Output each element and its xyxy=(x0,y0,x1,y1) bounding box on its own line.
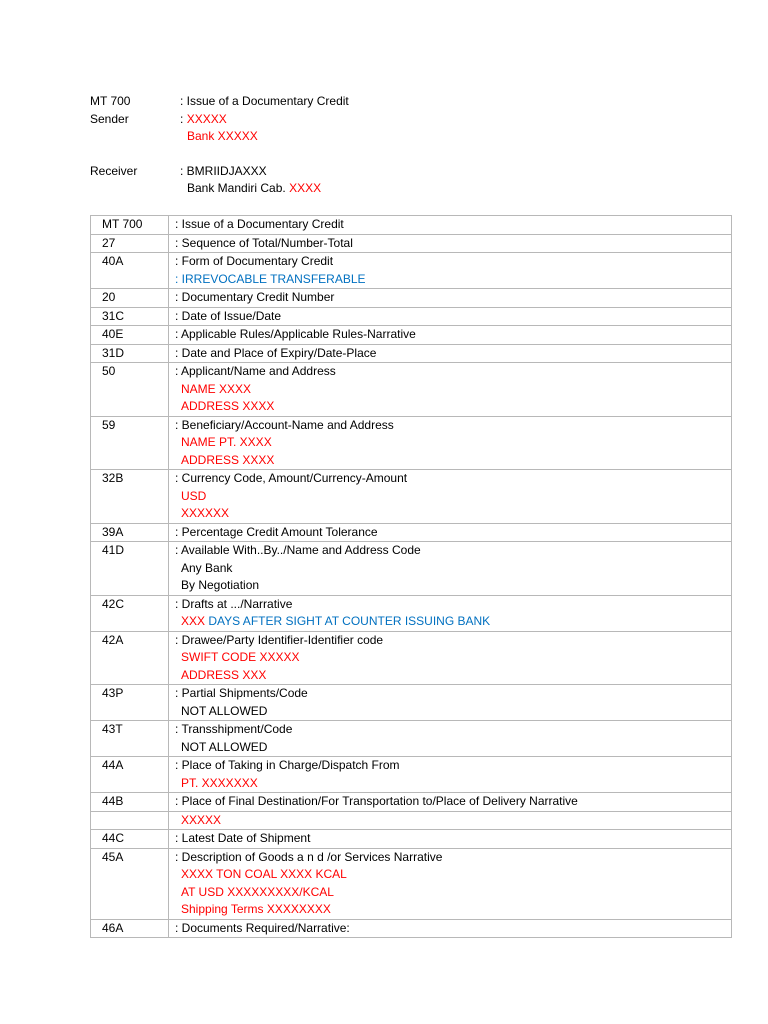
field-label: : Sequence of Total/Number-Total xyxy=(175,235,353,250)
field-content xyxy=(169,919,732,938)
field-tag: 44C xyxy=(91,830,169,849)
field-label: : Partial Shipments/Code xyxy=(175,686,308,700)
field-row xyxy=(91,631,732,685)
header-receiver-value: : BMRIIDJAXXX xyxy=(180,164,267,178)
field-label: : Documentary Credit Number xyxy=(175,290,335,304)
field-label: : Form of Documentary Credit xyxy=(175,254,334,268)
field-value-line: SWIFT CODE XXXXX xyxy=(181,650,300,664)
field-row xyxy=(91,595,732,631)
field-tag: 31D xyxy=(91,344,169,363)
field-tag: 42A xyxy=(91,631,169,685)
field-value-line: ADDRESS XXXX xyxy=(181,399,275,413)
header-receiver-bank xyxy=(187,180,321,197)
field-row xyxy=(91,542,732,596)
field-value-line: XXXXXX xyxy=(181,506,230,520)
field-content xyxy=(169,757,732,793)
field-content xyxy=(169,811,732,830)
field-value-line: ADDRESS XXX xyxy=(181,667,267,682)
field-row xyxy=(91,234,732,253)
field-tag: MT 700 xyxy=(91,216,169,235)
field-value-line: ADDRESS XXXX xyxy=(181,452,275,467)
field-value-line: AT USD XXXXXXXXX/KCAL xyxy=(181,884,334,899)
header-receiver-bank-prefix: Bank Mandiri Cab. xyxy=(187,181,286,195)
field-tag: 43T xyxy=(91,721,169,757)
field-tag: 59 xyxy=(91,416,169,470)
header-mt-label: MT 700 xyxy=(90,94,131,108)
field-value-line: PT. XXXXXXX xyxy=(181,775,258,790)
field-row xyxy=(91,470,732,524)
header-sender-code: XXXXX xyxy=(186,112,227,126)
field-value-line: NOT ALLOWED xyxy=(181,703,268,718)
field-tag: 46A xyxy=(91,919,169,938)
field-label: : Date and Place of Expiry/Date-Place xyxy=(175,345,377,360)
field-row xyxy=(91,811,732,830)
header-mt-value: : Issue of a Documentary Credit xyxy=(180,94,349,108)
field-row xyxy=(91,793,732,812)
field-tag xyxy=(91,811,169,830)
field-row xyxy=(91,830,732,849)
field-label: : Currency Code, Amount/Currency-Amount xyxy=(175,471,408,485)
field-content xyxy=(169,307,732,326)
field-label: : Description of Goods a n d /or Services Narrative xyxy=(175,849,443,864)
field-label: : Documents Required/Narrative: xyxy=(175,920,350,935)
field-content xyxy=(169,631,732,685)
field-row xyxy=(91,307,732,326)
field-content xyxy=(169,542,732,596)
field-content xyxy=(169,216,732,235)
field-content xyxy=(169,416,732,470)
field-row xyxy=(91,721,732,757)
field-content xyxy=(169,523,732,542)
field-row xyxy=(91,326,732,345)
field-content xyxy=(169,289,732,308)
field-row xyxy=(91,216,732,235)
field-content xyxy=(169,848,732,919)
field-label: : Available With..By../Name and Address Code xyxy=(175,543,421,557)
field-tag: 43P xyxy=(91,685,169,721)
field-tag: 45A xyxy=(91,848,169,919)
field-tag: 44B xyxy=(91,793,169,812)
field-content xyxy=(169,685,732,721)
mt700-fields-table xyxy=(90,215,732,938)
field-value-line: NAME XXXX xyxy=(181,381,252,396)
field-tag: 44A xyxy=(91,757,169,793)
field-tag: 42C xyxy=(91,595,169,631)
field-label: : Place of Taking in Charge/Dispatch From xyxy=(175,758,400,772)
field-content xyxy=(169,234,732,253)
field-content xyxy=(169,793,732,812)
field-row xyxy=(91,344,732,363)
field-row xyxy=(91,919,732,938)
header-sender-colon: : xyxy=(180,112,184,126)
field-content xyxy=(169,326,732,345)
field-content xyxy=(169,344,732,363)
field-content xyxy=(169,595,732,631)
field-tag: 31C xyxy=(91,307,169,326)
field-value-line: By Negotiation xyxy=(181,578,260,592)
field-value-part: XXX xyxy=(181,614,206,628)
header-sender-value xyxy=(180,111,227,128)
field-value-line: NOT ALLOWED xyxy=(181,739,268,754)
field-label: : Applicant/Name and Address xyxy=(175,364,336,378)
field-value-line: XXXXX xyxy=(181,812,222,827)
field-label: : Applicable Rules/Applicable Rules-Narrative xyxy=(175,327,416,341)
field-row xyxy=(91,363,732,417)
field-value-line: : IRREVOCABLE TRANSFERABLE xyxy=(175,271,366,286)
field-value-part: DAYS AFTER SIGHT AT COUNTER ISSUING BANK xyxy=(205,614,491,628)
field-row xyxy=(91,416,732,470)
field-label: : Date of Issue/Date xyxy=(175,308,282,323)
field-label: : Issue of a Documentary Credit xyxy=(175,217,344,231)
mt700-fields-body xyxy=(91,216,732,938)
field-row xyxy=(91,289,732,308)
header-receiver-bank-code: XXXX xyxy=(289,181,322,195)
field-tag: 40E xyxy=(91,326,169,345)
field-row xyxy=(91,757,732,793)
field-tag: 50 xyxy=(91,363,169,417)
field-content xyxy=(169,470,732,524)
field-row xyxy=(91,253,732,289)
field-row xyxy=(91,523,732,542)
field-tag: 39A xyxy=(91,523,169,542)
field-label: : Beneficiary/Account-Name and Address xyxy=(175,417,394,432)
field-label: : Drawee/Party Identifier-Identifier code xyxy=(175,632,384,647)
field-label: : Place of Final Destination/For Transportation to/Place of Delivery Narrative xyxy=(175,794,578,808)
field-value-line: Shipping Terms XXXXXXXX xyxy=(181,902,331,916)
field-label: : Transshipment/Code xyxy=(175,722,293,736)
field-label: : Percentage Credit Amount Tolerance xyxy=(175,524,378,539)
field-content xyxy=(169,253,732,289)
header-sender-label: Sender xyxy=(90,112,129,126)
field-label: : Latest Date of Shipment xyxy=(175,831,311,845)
field-content xyxy=(169,721,732,757)
field-content xyxy=(169,830,732,849)
field-value-line xyxy=(175,613,731,631)
field-tag: 20 xyxy=(91,289,169,308)
field-label: : Drafts at .../Narrative xyxy=(175,596,293,611)
field-tag: 40A xyxy=(91,253,169,289)
field-value-line: XXXX TON COAL XXXX KCAL xyxy=(181,867,347,881)
header-receiver-label: Receiver xyxy=(90,164,138,178)
field-row xyxy=(91,685,732,721)
field-value-line: USD xyxy=(181,488,207,503)
header-sender-bank: Bank XXXXX xyxy=(187,129,258,143)
field-value-line: NAME PT. XXXX xyxy=(181,435,272,449)
field-tag: 41D xyxy=(91,542,169,596)
field-tag: 32B xyxy=(91,470,169,524)
field-content xyxy=(169,363,732,417)
field-value-line: Any Bank xyxy=(181,560,233,575)
field-row xyxy=(91,848,732,919)
field-tag: 27 xyxy=(91,234,169,253)
